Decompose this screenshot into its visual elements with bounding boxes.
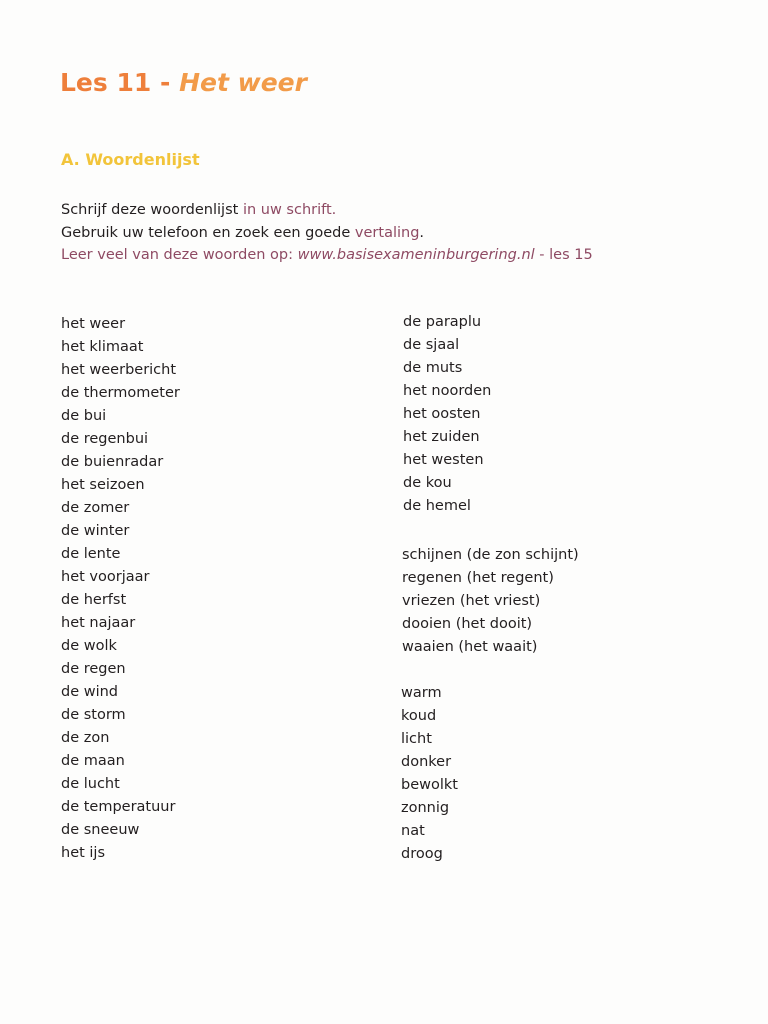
word-item: droog	[401, 846, 443, 862]
word-item: de winter	[61, 523, 130, 539]
word-item: de sneeuw	[61, 822, 140, 838]
word-item: het ijs	[61, 845, 106, 861]
instruction-highlight: in uw schrift	[242, 202, 332, 218]
instruction-line-2	[61, 222, 593, 245]
word-item: het westen	[403, 452, 484, 468]
word-list-right-adjectives	[401, 682, 458, 866]
word-item: het noorden	[403, 383, 492, 399]
lesson-separator: -	[159, 68, 171, 97]
word-item: waaien (het waait)	[402, 639, 538, 655]
word-list-right-verbs	[402, 544, 579, 659]
instructions	[61, 199, 593, 267]
word-item: de paraplu	[403, 314, 482, 330]
word-item: de buienradar	[61, 454, 164, 470]
word-item: regenen (het regent)	[402, 570, 554, 586]
instruction-punct: .	[331, 202, 337, 218]
word-item: het seizoen	[61, 477, 145, 493]
section-title: A. Woordenlijst	[61, 150, 200, 169]
word-item: het najaar	[61, 615, 136, 631]
lesson-title	[60, 68, 307, 97]
lesson-label: Les 11	[60, 68, 152, 97]
instruction-line-3	[61, 244, 593, 267]
word-item: de bui	[61, 408, 107, 424]
word-item: de maan	[61, 753, 125, 769]
word-item: de lente	[61, 546, 121, 562]
word-list-right-nouns	[403, 311, 491, 518]
word-item: de kou	[403, 475, 452, 491]
word-item: het weer	[61, 316, 126, 332]
word-item: de wolk	[61, 638, 117, 654]
instruction-text: Gebruik uw telefoon en zoek een goede	[61, 224, 355, 241]
instruction-text: Leer veel van deze woorden op:	[61, 247, 298, 263]
lesson-reference: - les 15	[534, 247, 593, 263]
word-item: de regenbui	[61, 431, 149, 447]
word-item: licht	[401, 731, 432, 747]
word-item: de hemel	[403, 498, 471, 514]
instruction-punct: .	[419, 224, 425, 241]
word-item: de herfst	[61, 592, 127, 608]
word-item: de wind	[61, 684, 119, 700]
word-item: de zon	[61, 730, 110, 746]
word-item: de temperatuur	[61, 799, 176, 815]
word-item: dooien (het dooit)	[402, 616, 533, 632]
word-item: het zuiden	[403, 429, 480, 445]
word-item: de thermometer	[61, 385, 180, 401]
word-item: het voorjaar	[61, 569, 150, 585]
word-item: het oosten	[403, 406, 481, 422]
instruction-highlight: vertaling	[354, 224, 420, 241]
website-link[interactable]: www.basisexameninburgering.nl	[297, 247, 535, 263]
word-item: de lucht	[61, 776, 120, 792]
word-item: de storm	[61, 707, 126, 723]
word-item: nat	[401, 823, 425, 839]
word-item: donker	[401, 754, 452, 770]
word-item: vriezen (het vriest)	[402, 593, 541, 609]
word-list-left	[61, 313, 180, 865]
instruction-text: Schrijf deze woordenlijst	[61, 202, 243, 218]
word-item: schijnen (de zon schijnt)	[402, 547, 579, 563]
word-item: koud	[401, 708, 437, 724]
word-item: bewolkt	[401, 777, 458, 793]
word-item: zonnig	[401, 800, 450, 816]
word-item: de sjaal	[403, 337, 460, 353]
word-item: de zomer	[61, 500, 130, 516]
word-item: de muts	[403, 360, 463, 376]
word-item: het weerbericht	[61, 362, 177, 378]
word-item: de regen	[61, 661, 126, 677]
instruction-line-1	[61, 199, 593, 222]
word-item: het klimaat	[61, 339, 144, 355]
word-item: warm	[401, 685, 442, 701]
lesson-topic: Het weer	[179, 68, 307, 97]
